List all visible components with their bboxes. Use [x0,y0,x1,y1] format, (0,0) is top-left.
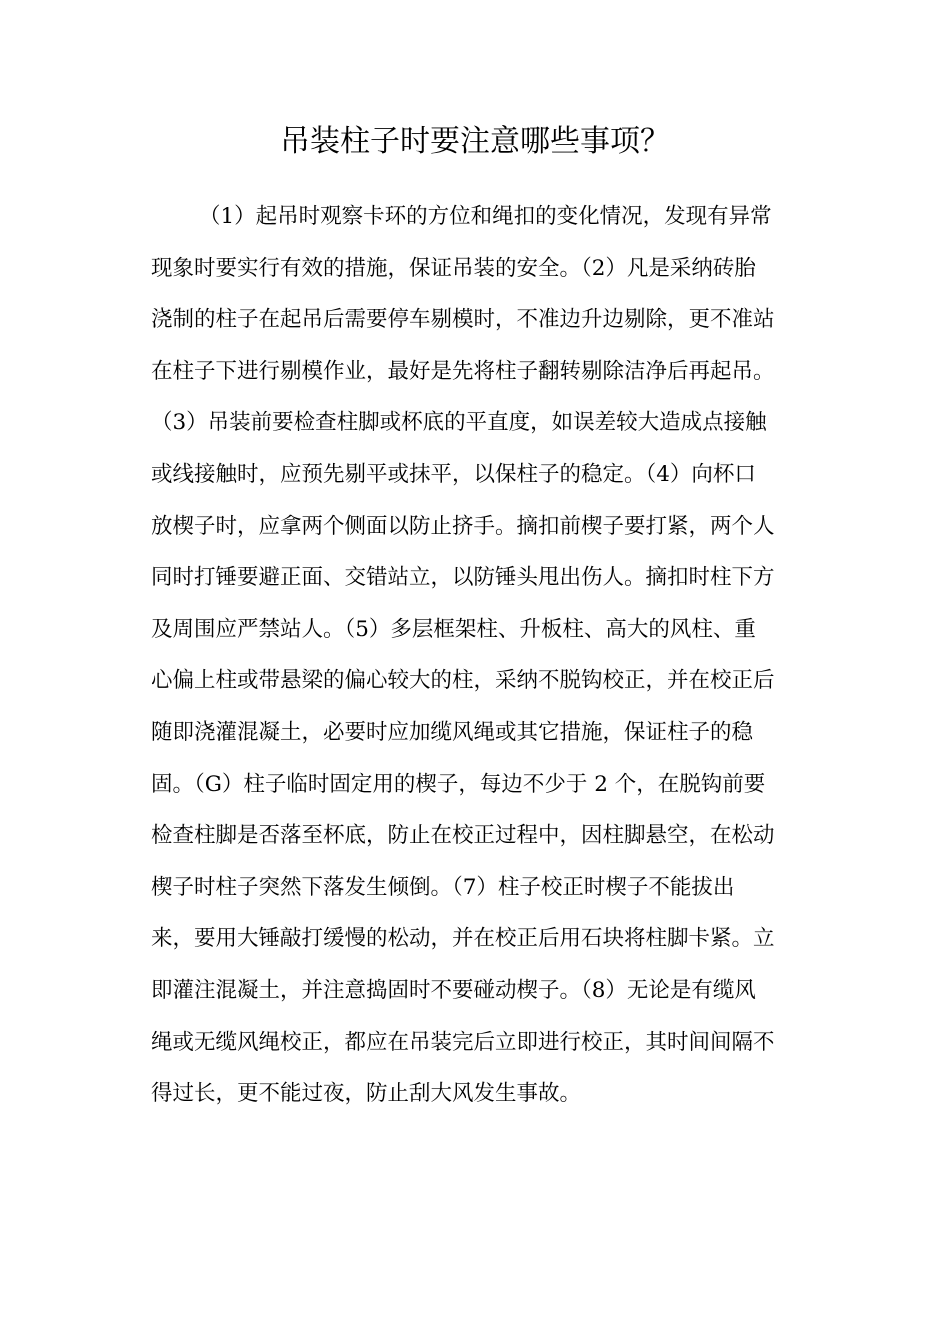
document-title: 吊装柱子时要注意哪些事项？ [280,124,670,159]
paragraph-line: 浇制的柱子在起吊后需要停车剔模时，不准边升边剔除，更不准站 [151,307,775,333]
paragraph-line: 检查柱脚是否落至杯底，防止在校正过程中，因柱脚悬空，在松动 [151,823,775,849]
paragraph-line: 固。（G）柱子临时固定用的楔子，每边不少于 2 个，在脱钩前要 [151,771,766,797]
paragraph-line: 即灌注混凝土，并注意捣固时不要碰动楔子。（8）无论是有缆风 [151,977,756,1003]
paragraph-line: 得过长，更不能过夜，防止刮大风发生事故。 [151,1081,582,1107]
paragraph-line: 及周围应严禁站人。（5）多层框架柱、升板柱、高大的风柱、重 [151,616,756,642]
paragraph-line: 来，要用大锤敲打缓慢的松动，并在校正后用石块将柱脚卡紧。立 [151,926,775,952]
paragraph-line: 同时打锤要避正面、交错站立，以防锤头甩出伤人。摘扣时柱下方 [151,565,775,591]
paragraph-line: （1）起吊时观察卡环的方位和绳扣的变化情况，发现有异常 [199,204,772,229]
paragraph-line: 心偏上柱或带悬梁的偏心较大的柱，采纳不脱钩校正，并在校正后 [151,668,775,694]
document-body [151,196,811,1125]
paragraph-line: 绳或无缆风绳校正，都应在吊装完后立即进行校正，其时间间隔不 [151,1029,775,1055]
paragraph-line: 在柱子下进行剔模作业，最好是先将柱子翻转剔除洁净后再起吊。 [151,358,775,384]
paragraph-line: 放楔子时，应拿两个侧面以防止挤手。摘扣前楔子要打紧，两个人 [151,513,775,539]
paragraph-line: （3）吊装前要检查柱脚或杯底的平直度，如误差较大造成点接触 [151,410,767,436]
paragraph-line: 现象时要实行有效的措施，保证吊装的安全。（2）凡是采纳砖胎 [151,255,756,281]
paragraph-line: 或线接触时，应预先剔平或抹平，以保柱子的稳定。（4）向杯口 [151,461,756,487]
paragraph-line: 楔子时柱子突然下落发生倾倒。（7）柱子校正时楔子不能拔出 [151,874,735,900]
paragraph-line: 随即浇灌混凝土，必要时应加缆风绳或其它措施，保证柱子的稳 [151,719,754,745]
